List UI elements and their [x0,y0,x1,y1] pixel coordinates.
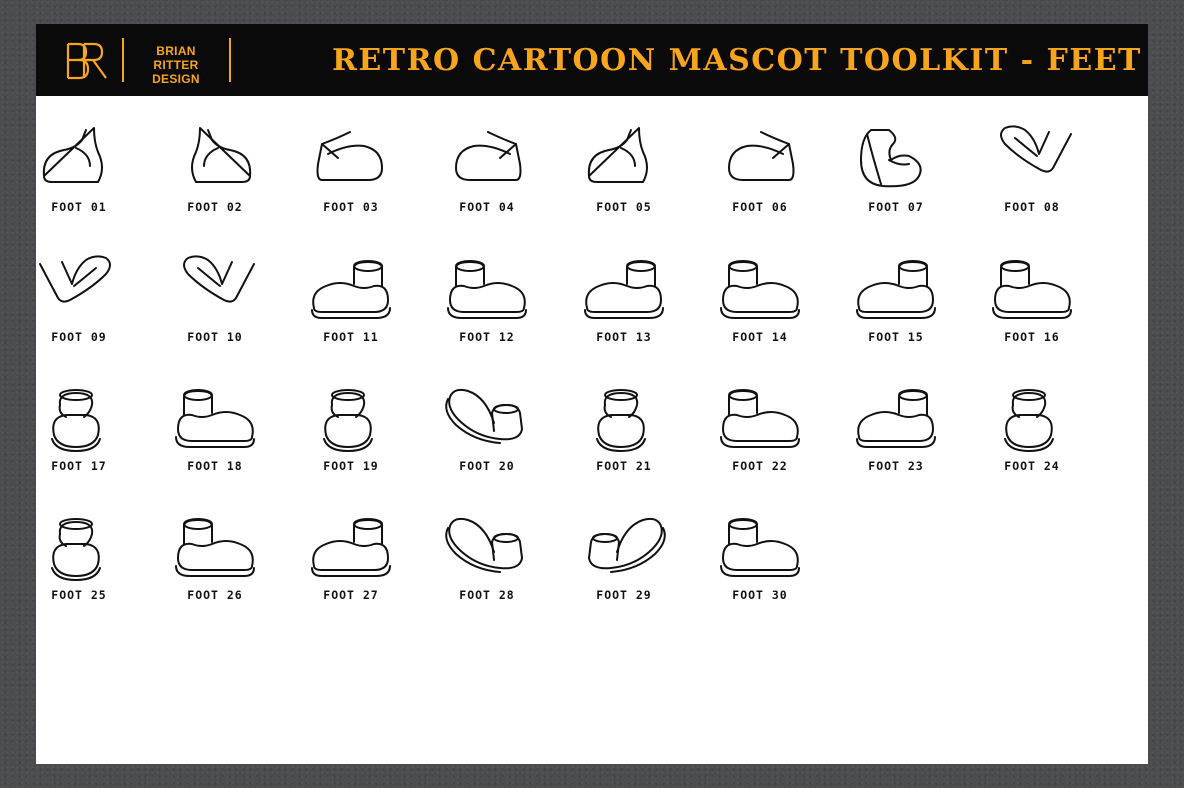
foot-label: FOOT 18 [187,459,243,473]
toolkit-sheet [36,24,1148,764]
foot-item [11,118,147,243]
foot-label: FOOT 13 [596,330,652,344]
foot-illustration [717,254,803,328]
foot-item [11,377,147,502]
foot-item [828,248,964,373]
foot-illustration [444,254,530,328]
foot-item [11,506,147,631]
foot-label: FOOT 28 [459,588,515,602]
foot-illustration [581,512,667,586]
foot-illustration [853,383,939,457]
foot-item [692,248,828,373]
foot-item [147,506,283,631]
foot-illustration [853,124,939,198]
foot-label: FOOT 15 [868,330,924,344]
foot-label: FOOT 26 [187,588,243,602]
foot-illustration [308,254,394,328]
foot-item [692,118,828,243]
foot-illustration [581,383,667,457]
brand-name-line2: DESIGN [152,72,200,86]
foot-item [828,118,964,243]
page-title: RETRO CARTOON MASCOT TOOLKIT - FEET [332,43,1142,78]
foot-item [283,248,419,373]
foot-label: FOOT 25 [51,588,107,602]
foot-label: FOOT 17 [51,459,107,473]
foot-illustration [989,383,1075,457]
foot-item [556,248,692,373]
foot-illustration [581,254,667,328]
foot-label: FOOT 24 [1004,459,1060,473]
foot-item [692,377,828,502]
foot-label: FOOT 03 [323,200,379,214]
foot-item [964,377,1100,502]
header-bar [36,24,1148,96]
foot-label: FOOT 05 [596,200,652,214]
br-monogram-logo [64,41,110,81]
foot-item [419,118,555,243]
foot-illustration [172,512,258,586]
foot-illustration [989,254,1075,328]
foot-item [419,377,555,502]
foot-label: FOOT 06 [732,200,788,214]
foot-label: FOOT 14 [732,330,788,344]
foot-label: FOOT 08 [1004,200,1060,214]
foot-illustration [717,512,803,586]
foot-illustration [36,124,122,198]
foot-illustration [36,383,122,457]
foot-item [147,118,283,243]
foot-label: FOOT 19 [323,459,379,473]
foot-illustration [581,124,667,198]
brand-name [136,44,216,86]
foot-item [828,377,964,502]
foot-label: FOOT 16 [1004,330,1060,344]
foot-item [147,248,283,373]
foot-label: FOOT 20 [459,459,515,473]
foot-illustration [717,383,803,457]
foot-label: FOOT 30 [732,588,788,602]
foot-label: FOOT 04 [459,200,515,214]
logo-divider-right [229,38,231,82]
logo-divider-left [122,38,124,82]
foot-item [964,248,1100,373]
foot-illustration [36,512,122,586]
foot-label: FOOT 29 [596,588,652,602]
foot-item [419,248,555,373]
foot-item [964,118,1100,243]
foot-item [283,118,419,243]
foot-label: FOOT 27 [323,588,379,602]
foot-illustration [444,124,530,198]
foot-illustration [308,512,394,586]
foot-illustration [717,124,803,198]
brand-name-line1: BRIAN RITTER [153,44,199,72]
foot-illustration [308,383,394,457]
foot-label: FOOT 12 [459,330,515,344]
foot-illustration [172,254,258,328]
foot-illustration [172,383,258,457]
foot-label: FOOT 22 [732,459,788,473]
foot-item [283,506,419,631]
foot-illustration [444,512,530,586]
foot-illustration [308,124,394,198]
foot-item [283,377,419,502]
foot-illustration [989,124,1075,198]
foot-illustration [853,254,939,328]
foot-item [692,506,828,631]
foot-label: FOOT 07 [868,200,924,214]
foot-label: FOOT 02 [187,200,243,214]
foot-illustration [444,383,530,457]
foot-label: FOOT 01 [51,200,107,214]
foot-label: FOOT 11 [323,330,379,344]
foot-item [556,118,692,243]
foot-label: FOOT 21 [596,459,652,473]
foot-label: FOOT 10 [187,330,243,344]
foot-label: FOOT 23 [868,459,924,473]
foot-label: FOOT 09 [51,330,107,344]
foot-item [11,248,147,373]
foot-item [556,377,692,502]
foot-item [556,506,692,631]
foot-illustration [36,254,122,328]
foot-illustration [172,124,258,198]
foot-item [147,377,283,502]
foot-item [419,506,555,631]
